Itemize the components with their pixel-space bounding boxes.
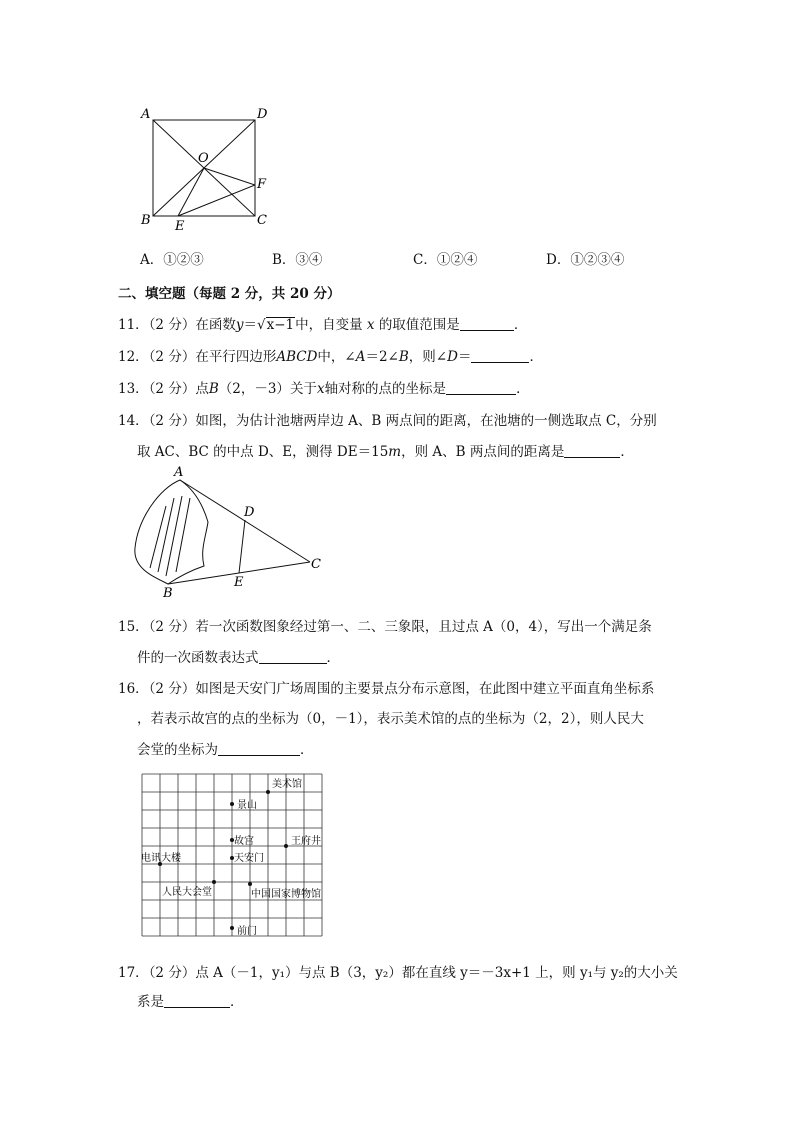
q13-answer-blank[interactable] xyxy=(446,380,516,395)
label-b: B xyxy=(141,213,151,228)
q12-eq2: ＝ xyxy=(457,349,472,365)
q16-answer-blank[interactable] xyxy=(218,741,300,756)
q16-score: （2 分） xyxy=(148,681,196,697)
q15-score: （2 分） xyxy=(148,619,196,635)
label-d: D xyxy=(257,107,268,122)
q15-line1: 若一次函数图象经过第一、二、三象限，且过点 A（0，4），写出一个满足条 xyxy=(195,619,652,635)
q15-line2: 件的一次函数表达式 xyxy=(137,650,259,666)
q12-angle-a: A xyxy=(355,349,366,365)
q14-unit-m: m xyxy=(388,444,402,460)
map-label-meishuguan: 美术馆 xyxy=(272,779,302,790)
square-figure xyxy=(135,100,285,235)
q13-number: 13． xyxy=(118,381,149,397)
map-label-renmin: 人民大会堂 xyxy=(162,887,212,898)
q16-number: 16． xyxy=(118,681,149,697)
q11-score: （2 分） xyxy=(148,317,196,333)
segment-oe xyxy=(178,168,204,216)
pond-outline xyxy=(135,480,208,584)
question-15-line1 xyxy=(118,615,652,635)
q14-line2-a: 取 AC、BC 的中点 D、E，测得 DE＝15 xyxy=(137,444,389,460)
q11-var-x: x xyxy=(366,317,375,333)
point-qianmen xyxy=(230,926,234,930)
q13-text-mid: 关于 xyxy=(289,381,317,397)
q11-text-after: 中，自变量 xyxy=(295,317,363,333)
question-11: 11．（2 分）在函数y＝√x−1中，自变量 x 的取值范围是 ． xyxy=(118,317,528,333)
q14-line1: 如图，为估计池塘两岸边 A、B 两点间的距离，在池塘的一侧选取点 C，分别 xyxy=(195,413,657,429)
question-13 xyxy=(118,377,530,397)
point-renmin xyxy=(212,880,216,884)
q13-score: （2 分） xyxy=(148,381,196,397)
label-a: A xyxy=(141,107,151,122)
question-16-line1 xyxy=(118,677,654,697)
pond-hatch-3 xyxy=(166,496,182,576)
choice-c[interactable]: C．①②④ xyxy=(413,252,478,268)
q14-answer-blank[interactable] xyxy=(564,443,620,458)
q12-text-mid: 中，∠ xyxy=(317,349,356,365)
q14-end: ． xyxy=(620,444,634,460)
map-label-qianmen: 前门 xyxy=(237,926,257,937)
choice-d[interactable]: D．①②③④ xyxy=(546,252,625,268)
q17-answer-blank[interactable] xyxy=(164,993,230,1008)
section-title: 二、填空题（每题 2 分，共 20 分） xyxy=(118,286,341,302)
q13-coord: （2，－3） xyxy=(218,381,290,397)
q15-number: 15． xyxy=(118,619,149,635)
pond-hatch-2 xyxy=(158,498,174,572)
pond-label-a: A xyxy=(174,465,184,480)
q12-eq: ＝2∠ xyxy=(365,349,399,365)
q16-line3: 会堂的坐标为 xyxy=(137,742,218,758)
q11-radicand: x−1 xyxy=(266,317,295,333)
q13-end: ． xyxy=(516,381,530,397)
q12-end: ． xyxy=(529,349,543,365)
q15-answer-blank[interactable] xyxy=(259,649,327,664)
segment-de xyxy=(239,520,245,573)
question-15-line2 xyxy=(137,646,340,666)
pond-hatch-4 xyxy=(176,498,190,572)
q16-line1: 如图是天安门广场周围的主要景点分布示意图，在此图中建立平面直角坐标系 xyxy=(195,681,655,697)
q12-text-before: 在平行四边形 xyxy=(195,349,277,365)
q13-text-after: 轴对称的点的坐标是 xyxy=(324,381,447,397)
choice-a[interactable]: A．①②③ xyxy=(140,252,204,268)
pond-hatch-1 xyxy=(150,506,166,568)
question-14-line2 xyxy=(137,440,634,460)
map-label-dianxun: 电讯大楼 xyxy=(141,853,181,864)
label-c: C xyxy=(257,213,267,228)
q12-answer-blank[interactable] xyxy=(471,348,529,363)
pond-label-c: C xyxy=(311,557,321,572)
question-12 xyxy=(118,345,543,365)
q15-end: ． xyxy=(326,650,340,666)
q11-text-end: 的取值范围是 xyxy=(378,317,460,333)
q12-angle-b: B xyxy=(398,349,409,365)
q12-score: （2 分） xyxy=(148,349,196,365)
segment-of xyxy=(204,168,255,185)
segment-ef xyxy=(178,185,255,216)
label-o: O xyxy=(198,151,209,166)
q13-x: x xyxy=(316,381,325,397)
q11-number: 11． xyxy=(118,317,149,333)
q12-abcd: ABCD xyxy=(276,349,318,365)
pond-figure xyxy=(130,458,330,603)
q14-number: 14． xyxy=(118,413,149,429)
q12-text-then: ，则∠ xyxy=(408,349,448,365)
q11-var-y: y xyxy=(235,317,244,333)
question-14-line1 xyxy=(118,409,657,429)
map-label-tiananmen: 天安门 xyxy=(234,853,264,864)
q12-number: 12． xyxy=(118,349,149,365)
tiananmen-grid-map xyxy=(140,772,328,942)
pond-label-e: E xyxy=(234,575,244,590)
pond-label-d: D xyxy=(244,505,255,520)
q17-score: （2 分） xyxy=(148,965,196,981)
q17-number: 17． xyxy=(118,965,149,981)
q14-score: （2 分） xyxy=(148,413,196,429)
q11-end: ． xyxy=(513,317,528,333)
point-jingshan xyxy=(230,802,234,806)
label-f: F xyxy=(257,177,267,192)
point-wangfujing xyxy=(284,844,288,848)
q16-line2: ，若表示故宫的点的坐标为（0，－1），表示美术馆的点的坐标为（2，2），则人民大 xyxy=(137,711,644,727)
question-17-line2 xyxy=(137,990,244,1010)
label-e: E xyxy=(175,219,185,234)
q17-end: ． xyxy=(230,994,244,1010)
question-17-line1 xyxy=(118,961,678,981)
question-16-line2 xyxy=(137,707,644,727)
q13-point-b: B xyxy=(208,381,219,397)
map-label-gugong: 故宫 xyxy=(234,836,254,847)
q13-text-before: 点 xyxy=(195,381,209,397)
q11-text-before: 在函数 xyxy=(195,317,236,333)
q17-text: 点 A（－1，y₁）与点 B（3，y₂）都在直线 y＝－3x+1 上，则 y₁与 y₂的大小关 xyxy=(195,965,678,981)
map-label-museum: 中国国家博物馆 xyxy=(251,889,321,900)
map-label-jingshan: 景山 xyxy=(237,800,257,811)
pond-label-b: B xyxy=(163,586,173,601)
point-museum xyxy=(248,882,252,886)
q17-line2: 系是 xyxy=(137,994,164,1010)
question-16-line3 xyxy=(137,738,314,758)
q14-line2-b: ，则 A、B 两点间的距离是 xyxy=(401,444,565,460)
q11-eq: ＝ xyxy=(243,317,257,333)
point-meishuguan xyxy=(266,790,270,794)
choice-b[interactable]: B．③④ xyxy=(272,252,323,268)
q12-angle-d: D xyxy=(447,349,458,365)
map-label-wangfujing: 王府井 xyxy=(291,836,321,847)
q16-end: ． xyxy=(300,742,314,758)
q11-answer-blank[interactable] xyxy=(460,316,514,331)
